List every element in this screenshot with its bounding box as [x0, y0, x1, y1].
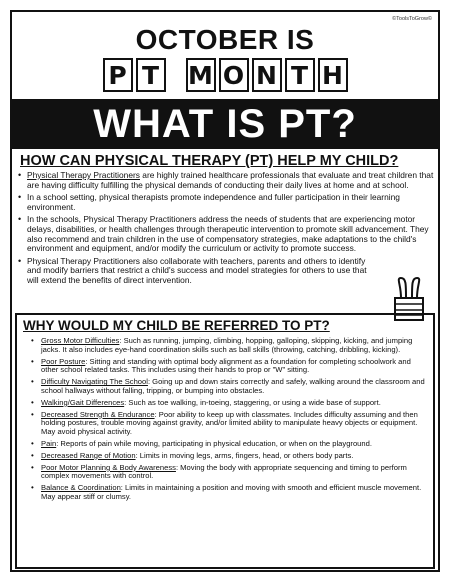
bullet-text: : Limits in moving legs, arms, fingers, head, or others body parts.	[135, 450, 354, 460]
bullet-lead: Physical Therapy Practitioners	[27, 170, 140, 180]
list-item	[23, 464, 427, 481]
list-item	[23, 358, 427, 375]
bullet-text: In a school setting, physical therapists promote independence and fuller participation in their learning environment.	[27, 192, 400, 212]
bullet-lead: Poor Posture	[41, 356, 86, 366]
letter-box: O	[219, 58, 249, 92]
bullet-text: : Sitting and standing with optimal body alignment as a foundation for completing schoolwork and other school related tasks. This includes using their hands to prop or "W" sitting.	[41, 356, 411, 375]
list-item	[23, 452, 427, 461]
bullet-lead: Decreased Range of Motion	[41, 450, 136, 460]
section-title-how-can-pt-help: HOW CAN PHYSICAL THERAPY (PT) HELP MY CHILD?	[20, 153, 399, 169]
letter-box: P	[103, 58, 133, 92]
bullet-text: : Poor ability to keep up with classmates. Includes difficulty assuming and then holding postures, trouble moving against gravity, and/or limited ability to manipulate heavy objects or equipment. May avoid physical activity.	[41, 409, 418, 437]
bullet-text: : Reports of pain while moving, participating in physical education, or when on the playground.	[56, 438, 372, 448]
list-item	[23, 399, 427, 408]
list-item	[18, 193, 436, 212]
bullet-lead: Balance & Coordination	[41, 483, 121, 493]
title-pt-month	[12, 58, 438, 92]
bullet-text: : Limits in maintaining a position and moving with smooth and efficient muscle movement. May appear stiff or clumsy.	[41, 483, 422, 502]
bullet-text: Physical Therapy Practitioners also collaborate with teachers, parents and others to identify and modify barriers that restrict a child's success and model strategies for others to use that will extend the benefits of direct intervention.	[27, 255, 367, 285]
section-how-can-pt-help	[18, 171, 436, 289]
flyer-page	[10, 10, 440, 572]
list-item	[18, 171, 436, 190]
section-why-referred	[15, 313, 435, 569]
bullet-text: are highly trained healthcare professionals that evaluate and treat children that are having difficulty fulfilling the physical demands of conducting their daily lives at home and at school.	[27, 170, 434, 190]
list-item	[23, 378, 427, 395]
bullet-text: In the schools, Physical Therapy Practitioners address the needs of students that are experiencing motor delays, disabilities, or health challenges through therapeutic intervention to promote skill advancement. They also recommend and train children in the use of compensatory strategies, make adaptations to the child's environment and equipment, and/or modify the curriculum or activity to promote success.	[27, 214, 429, 254]
letter-spacer	[169, 58, 183, 92]
bullet-list	[18, 171, 436, 286]
bullet-lead: Difficulty Navigating The School	[41, 377, 148, 387]
list-item	[23, 411, 427, 437]
letter-box: T	[136, 58, 166, 92]
letter-box: H	[318, 58, 348, 92]
section-title-why-referred: WHY WOULD MY CHILD BE REFERRED TO PT?	[23, 318, 330, 333]
bullet-text: : Moving the body with appropriate sequencing and timing to perform complex movements with control.	[41, 462, 407, 481]
bullet-lead: Poor Motor Planning & Body Awareness	[41, 462, 176, 472]
bullet-lead: Gross Motor Difficulties	[41, 336, 120, 345]
list-item	[18, 257, 370, 286]
bullet-lead: Decreased Strength & Endurance	[41, 409, 155, 419]
bullet-list	[23, 337, 427, 502]
list-item	[23, 440, 427, 449]
list-item	[23, 484, 427, 501]
bullet-text: : Going up and down stairs correctly and safely, walking around the classroom and school hallways without falling, tripping, or bumping into obstacles.	[41, 377, 425, 395]
bullet-lead: Walking/Gait Differences	[41, 397, 125, 407]
title-october-is: OCTOBER IS	[135, 24, 315, 55]
letter-box: N	[252, 58, 282, 92]
letter-box: T	[285, 58, 315, 92]
list-item	[23, 337, 427, 354]
copyright-text: ©ToolsToGrow©	[392, 16, 432, 22]
banner-what-is-pt: WHAT IS PT?	[12, 99, 438, 149]
bullet-text: : Such as running, jumping, climbing, hopping, galloping, skipping, kicking, and jumping jacks. It also includes eye-hand coordination skills such as ball skills (throwing, catching, dribbling, kicking).	[41, 336, 413, 354]
letter-box: M	[186, 58, 216, 92]
bullet-lead: Pain	[41, 438, 57, 448]
bullet-text: : Such as toe walking, in-toeing, staggering, or using a wide base of support.	[124, 397, 381, 407]
list-item	[18, 215, 436, 253]
